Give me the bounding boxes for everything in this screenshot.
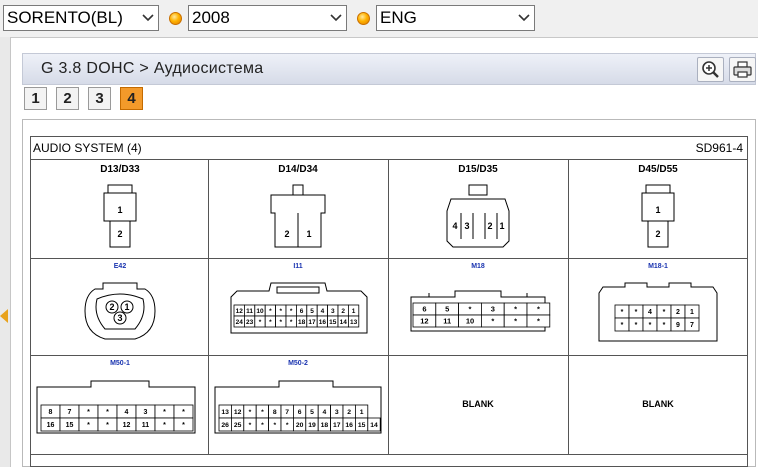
- pin-grid: [615, 305, 699, 331]
- pin-label: 5: [310, 307, 314, 315]
- pin-label: *: [279, 307, 283, 315]
- pin-label: 10: [465, 316, 475, 326]
- pin-label: *: [87, 408, 90, 416]
- pin-label: *: [248, 408, 252, 416]
- zoom-in-button[interactable]: [697, 57, 724, 82]
- pin-label: *: [269, 318, 272, 326]
- connector-m18-1: [569, 275, 747, 355]
- pin-label: 13: [349, 318, 358, 326]
- chevron-down-icon: [140, 7, 156, 29]
- pin-label: *: [269, 307, 272, 315]
- connector-code: M18-1: [648, 263, 668, 270]
- language-select[interactable]: [376, 5, 535, 31]
- pin-label: *: [620, 321, 624, 329]
- pin-label: 8: [272, 408, 277, 416]
- pin-label: *: [634, 308, 638, 316]
- pin-label: *: [273, 421, 277, 429]
- chevron-down-icon: [516, 7, 532, 29]
- pin-label: 12: [235, 307, 243, 315]
- pin-label: *: [634, 321, 638, 329]
- chevron-down-icon: [328, 7, 344, 29]
- blank-cell-label: BLANK: [462, 399, 494, 409]
- pin-label: *: [248, 421, 252, 429]
- connector-label: D13/D33: [100, 164, 140, 175]
- pin-label: *: [468, 304, 472, 314]
- pin-label: 1: [124, 302, 130, 312]
- pin-label: *: [182, 408, 185, 416]
- page-button-3[interactable]: 3: [88, 87, 111, 110]
- pin-label: 2: [341, 307, 346, 315]
- pin-label: 13: [221, 408, 229, 416]
- connector-d15: [389, 177, 567, 257]
- pin-label: 6: [299, 307, 304, 315]
- page-button-4[interactable]: 4: [120, 87, 143, 110]
- side-panel-toggle[interactable]: [0, 37, 11, 467]
- pin-label: *: [182, 421, 185, 429]
- pin-label: 24: [235, 318, 243, 326]
- pin-label: 19: [308, 421, 316, 429]
- top-toolbar: [0, 0, 758, 38]
- connector-m50-2: [209, 373, 387, 453]
- pin-label: *: [163, 408, 166, 416]
- pin-label: *: [514, 316, 518, 326]
- blank-cell-label: BLANK: [642, 399, 674, 409]
- connector-d14: [209, 177, 387, 257]
- pin-label: 16: [318, 318, 327, 326]
- pin-label: 1: [690, 308, 694, 316]
- pin-label: 2: [117, 229, 123, 239]
- model-select-value: SORENTO(BL): [7, 8, 123, 27]
- connector-label: D14/D34: [278, 164, 318, 175]
- pin-label: 23: [245, 318, 254, 326]
- pin-label: 12: [233, 408, 242, 416]
- pin-label: 3: [330, 307, 335, 315]
- pin-label: 2: [487, 221, 493, 231]
- pin-label: 2: [284, 229, 290, 239]
- grid-line: [31, 159, 747, 160]
- pin-label: *: [289, 307, 293, 315]
- pin-label: 8: [48, 408, 53, 416]
- pin-label: 4: [124, 408, 129, 416]
- pin-label: 2: [655, 229, 661, 239]
- pin-label: 3: [143, 408, 148, 416]
- pin-label: 15: [357, 421, 366, 429]
- pin-label: 18: [297, 318, 306, 326]
- pin-grid: [413, 303, 550, 327]
- breadcrumb-bar: [22, 53, 756, 85]
- connector-m50-1: [31, 373, 209, 453]
- grid-line: [31, 258, 747, 259]
- printer-icon: [730, 58, 755, 81]
- pin-label: 1: [655, 205, 661, 215]
- pin-label: *: [536, 304, 540, 314]
- pin-label: 6: [422, 304, 427, 314]
- pin-label: 17: [333, 421, 341, 429]
- pin-label: 12: [420, 316, 429, 326]
- pin-label: 11: [443, 316, 452, 326]
- pin-label: *: [662, 321, 666, 329]
- pin-label: *: [106, 421, 109, 429]
- connector-code: M50-2: [288, 360, 308, 367]
- connector-d13: [31, 177, 209, 257]
- pin-label: 16: [46, 421, 55, 429]
- connector-code: M18: [471, 263, 485, 270]
- pin-label: 1: [499, 221, 505, 231]
- connector-i11: [209, 275, 387, 355]
- pin-label: 2: [109, 302, 115, 312]
- pin-label: 2: [347, 408, 352, 416]
- connector-m18: [389, 275, 567, 355]
- pin-label: *: [514, 304, 518, 314]
- connector-e42: [31, 275, 209, 355]
- connector-code: I11: [293, 263, 303, 270]
- language-select-value: ENG: [380, 8, 417, 27]
- pin-label: 3: [117, 313, 123, 323]
- pin-label: 1: [306, 229, 312, 239]
- pin-grid: [234, 305, 359, 327]
- pin-label: *: [163, 421, 166, 429]
- pin-label: 16: [345, 421, 353, 429]
- pin-label: 1: [359, 408, 364, 416]
- pin-label: *: [491, 316, 495, 326]
- pin-label: 3: [490, 304, 495, 314]
- pin-label: 14: [370, 421, 378, 429]
- pin-label: 3: [464, 221, 470, 231]
- pin-label: 11: [246, 307, 254, 315]
- pin-grid: [219, 405, 380, 431]
- pin-label: 4: [320, 307, 325, 315]
- page-button-2[interactable]: 2: [56, 87, 79, 110]
- pin-label: *: [279, 318, 283, 326]
- pin-label: *: [261, 408, 264, 416]
- print-button[interactable]: [729, 57, 756, 82]
- pin-label: 5: [445, 304, 450, 314]
- pin-label: 20: [295, 421, 304, 429]
- connector-label: D15/D35: [458, 164, 498, 175]
- connector-code: M50-1: [110, 360, 130, 367]
- pin-label: 3: [334, 408, 339, 416]
- pin-label: 7: [690, 321, 694, 329]
- pin-label: 4: [648, 308, 652, 316]
- diagram-code: SD961-4: [695, 141, 743, 155]
- pin-label: 1: [351, 307, 356, 315]
- pin-label: *: [648, 321, 652, 329]
- pin-label: *: [261, 421, 264, 429]
- pin-label: *: [289, 318, 293, 326]
- pin-label: 15: [65, 421, 74, 429]
- page-button-1[interactable]: 1: [24, 87, 47, 110]
- pin-label: 7: [285, 408, 290, 416]
- pin-label: *: [536, 316, 540, 326]
- pin-label: 2: [676, 308, 680, 316]
- status-dot-icon: [169, 12, 182, 25]
- year-select[interactable]: [188, 5, 347, 31]
- pin-label: *: [662, 308, 666, 316]
- pin-label: 6: [297, 408, 302, 416]
- connector-code: E42: [113, 263, 127, 270]
- pin-label: 7: [67, 408, 72, 416]
- grid-line: [31, 454, 747, 455]
- pin-label: 26: [221, 421, 229, 429]
- expand-panel-icon[interactable]: [0, 309, 8, 323]
- pin-label: 18: [320, 421, 329, 429]
- pin-label: 25: [233, 421, 242, 429]
- zoom-in-icon: [698, 58, 723, 81]
- connector-diagram: [30, 136, 748, 467]
- model-select[interactable]: [3, 5, 159, 31]
- grid-line: [31, 355, 747, 356]
- pin-label: 5: [310, 408, 314, 416]
- year-select-value: 2008: [192, 8, 230, 27]
- connector-label: D45/D55: [638, 164, 678, 175]
- pin-label: 15: [329, 318, 337, 326]
- pin-label: 17: [308, 318, 316, 326]
- connector-d45: [569, 177, 747, 257]
- pin-grid: [41, 405, 193, 431]
- pin-label: 12: [122, 421, 131, 429]
- pin-label: *: [106, 408, 109, 416]
- breadcrumb: G 3.8 DOHC > Аудиосистема: [41, 60, 264, 77]
- pin-label: 9: [676, 321, 680, 329]
- pin-label: *: [285, 421, 289, 429]
- pin-label: 10: [256, 307, 264, 315]
- pin-label: *: [87, 421, 90, 429]
- pin-label: 1: [117, 205, 123, 215]
- pin-label: 4: [322, 408, 327, 416]
- status-dot-icon: [357, 12, 370, 25]
- pin-label: 11: [141, 421, 150, 429]
- pin-label: 14: [339, 318, 347, 326]
- pin-label: *: [258, 318, 262, 326]
- diagram-title: AUDIO SYSTEM (4): [33, 141, 142, 155]
- pin-label: 4: [452, 221, 458, 231]
- pin-label: *: [620, 308, 624, 316]
